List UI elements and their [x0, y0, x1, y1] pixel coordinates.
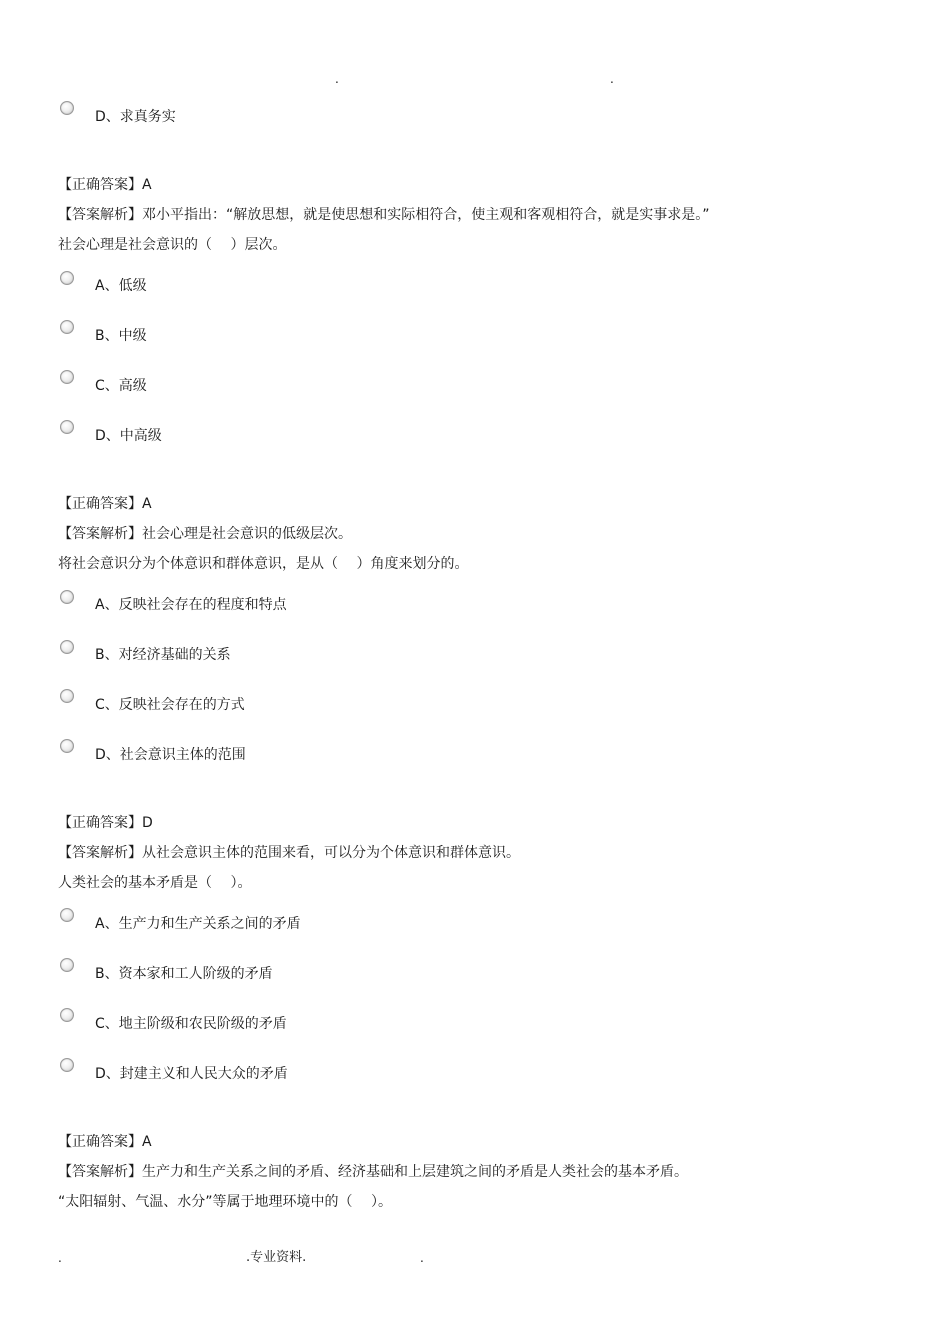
- option-q3-b: B、资本家和工人阶级的矛盾: [95, 966, 273, 982]
- correct-answer-q1: 【正确答案】A: [58, 496, 152, 512]
- option-q0-d: D、求真务实: [95, 109, 176, 125]
- answer-analysis-q3: 【答案解析】生产力和生产关系之间的矛盾、经济基础和上层建筑之间的矛盾是人类社会的基本矛盾。: [58, 1164, 688, 1180]
- option-q2-d: D、社会意识主体的范围: [95, 747, 246, 763]
- radio-q1-a[interactable]: [60, 271, 74, 285]
- header-dot-right: .: [610, 72, 614, 86]
- correct-answer-q0: 【正确答案】A: [58, 177, 152, 193]
- option-q1-b: B、中级: [95, 328, 147, 344]
- radio-q3-b[interactable]: [60, 958, 74, 972]
- footer-dot-right: .: [420, 1251, 424, 1265]
- question-stem-4: “太阳辐射、气温、水分”等属于地理环境中的（ ）。: [58, 1194, 392, 1210]
- question-stem-2: 将社会意识分为个体意识和群体意识，是从（ ）角度来划分的。: [58, 556, 469, 572]
- option-q3-c: C、地主阶级和农民阶级的矛盾: [95, 1016, 287, 1032]
- radio-q2-c[interactable]: [60, 689, 74, 703]
- correct-answer-q3: 【正确答案】A: [58, 1134, 152, 1150]
- correct-answer-q2: 【正确答案】D: [58, 815, 153, 831]
- radio-q1-d[interactable]: [60, 420, 74, 434]
- option-q3-d: D、封建主义和人民大众的矛盾: [95, 1066, 288, 1082]
- footer-dot-left: .: [58, 1251, 62, 1265]
- header-dot-left: .: [335, 72, 339, 86]
- radio-q3-d[interactable]: [60, 1058, 74, 1072]
- option-q2-a: A、反映社会存在的程度和特点: [95, 597, 287, 613]
- footer-label: .专业资料.: [246, 1250, 307, 1265]
- radio-q3-a[interactable]: [60, 908, 74, 922]
- radio-q2-b[interactable]: [60, 640, 74, 654]
- radio-q3-c[interactable]: [60, 1008, 74, 1022]
- option-q2-c: C、反映社会存在的方式: [95, 697, 245, 713]
- radio-q2-d[interactable]: [60, 739, 74, 753]
- radio-q2-a[interactable]: [60, 590, 74, 604]
- option-q2-b: B、对经济基础的关系: [95, 647, 231, 663]
- answer-analysis-q0: 【答案解析】邓小平指出：“解放思想，就是使思想和实际相符合，使主观和客观相符合，就是实事求是。”: [58, 207, 710, 223]
- answer-analysis-q2: 【答案解析】从社会意识主体的范围来看，可以分为个体意识和群体意识。: [58, 845, 520, 861]
- radio-q1-c[interactable]: [60, 370, 74, 384]
- question-stem-1: 社会心理是社会意识的（ ）层次。: [58, 237, 287, 253]
- option-q1-d: D、中高级: [95, 428, 162, 444]
- option-q1-c: C、高级: [95, 378, 147, 394]
- question-stem-3: 人类社会的基本矛盾是（ ）。: [58, 875, 252, 891]
- option-q1-a: A、低级: [95, 278, 147, 294]
- answer-analysis-q1: 【答案解析】社会心理是社会意识的低级层次。: [58, 526, 352, 542]
- radio-q0-d[interactable]: [60, 101, 74, 115]
- option-q3-a: A、生产力和生产关系之间的矛盾: [95, 916, 301, 932]
- radio-q1-b[interactable]: [60, 320, 74, 334]
